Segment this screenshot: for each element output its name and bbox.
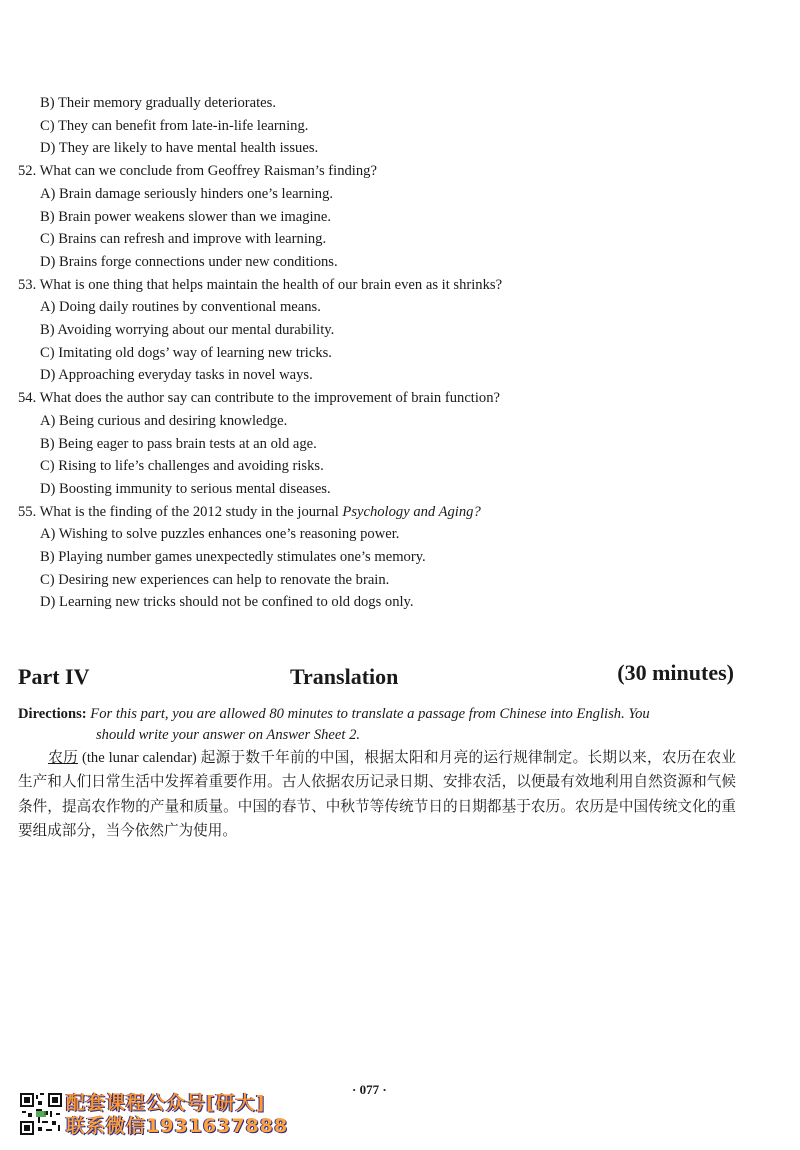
option-53d: D) Approaching everyday tasks in novel ways. bbox=[40, 367, 313, 384]
passage-line-1: 起源于数千年前的中国，根据太阳和月亮的运行规律制定。长期以来， bbox=[200, 749, 662, 766]
option-52c: C) Brains can refresh and improve with learning. bbox=[40, 231, 327, 248]
promo-watermark bbox=[66, 1092, 288, 1138]
option-54a: A) Being curious and desiring knowledge. bbox=[40, 412, 288, 429]
option-52d: D) Brains forge connections under new conditions. bbox=[40, 253, 338, 270]
page-number: · 077 · bbox=[352, 1082, 387, 1097]
directions-label: Directions: bbox=[18, 706, 87, 722]
option-51d: D) They are likely to have mental health issues. bbox=[40, 140, 319, 157]
passage-body: 农历在农业生产和人们日常生活中发挥着重要作用。古人依据农历记录日期、安排农活，以便最有效地利用自然资源和气候条件，提高农作物的产量和质量。中国的春节、中秋节等传统节日的日期都基于农历。农历是中国传统文化的重要组成部分，当今依然广为使用。 bbox=[18, 749, 736, 840]
journal-title: Psychology and Aging? bbox=[342, 503, 481, 520]
option-51b: B) Their memory gradually deteriorates. bbox=[40, 95, 276, 111]
option-55c: C) Desiring new experiences can help to renovate the brain. bbox=[40, 571, 390, 588]
option-54c: C) Rising to life’s challenges and avoiding risks. bbox=[40, 458, 324, 475]
promo-line-1: 配套课程公众号[研大] bbox=[66, 1092, 266, 1114]
option-52a: A) Brain damage seriously hinders one’s learning. bbox=[40, 185, 334, 202]
option-55d: D) Learning new tricks should not be confined to old dogs only. bbox=[40, 594, 414, 611]
option-55a: A) Wishing to solve puzzles enhances one’s reasoning power. bbox=[40, 526, 400, 543]
question-55-stem-text: 55. What is the finding of the 2012 study in the journal bbox=[18, 503, 343, 520]
directions-text-2: should write your answer on Answer Sheet 2. bbox=[96, 727, 361, 743]
translation-passage bbox=[18, 746, 736, 844]
option-54d: D) Boosting immunity to serious mental diseases. bbox=[40, 480, 331, 497]
part-title: Translation bbox=[290, 664, 399, 689]
promo-line-2: 联系微信1931637888 bbox=[66, 1115, 289, 1137]
option-53a: A) Doing daily routines by conventional means. bbox=[40, 299, 321, 316]
directions bbox=[18, 704, 738, 746]
option-53c: C) Imitating old dogs’ way of learning new tricks. bbox=[40, 344, 332, 361]
question-53-stem: 53. What is one thing that helps maintain the health of our brain even as it shrinks? bbox=[18, 276, 503, 293]
part-time: (30 minutes) bbox=[617, 660, 734, 685]
option-52b: B) Brain power weakens slower than we imagine. bbox=[40, 208, 331, 225]
option-55b: B) Playing number games unexpectedly stimulates one’s memory. bbox=[40, 549, 426, 566]
passage-term: 农历 bbox=[48, 749, 79, 766]
part-heading bbox=[18, 660, 734, 692]
option-54b: B) Being eager to pass brain tests at an old age. bbox=[40, 435, 317, 452]
option-53b: B) Avoiding worrying about our mental durability. bbox=[40, 322, 335, 339]
qr-code-icon bbox=[20, 1093, 62, 1135]
directions-text-1: For this part, you are allowed 80 minutes to translate a passage from Chinese into English. You bbox=[90, 706, 650, 722]
question-list bbox=[18, 92, 738, 614]
question-54-stem: 54. What does the author say can contribute to the improvement of brain function? bbox=[18, 390, 500, 407]
passage-term-gloss: (the lunar calendar) bbox=[78, 750, 201, 766]
question-52-stem: 52. What can we conclude from Geoffrey Raisman’s finding? bbox=[18, 163, 377, 180]
part-label: Part IV bbox=[18, 664, 90, 689]
option-51c: C) They can benefit from late-in-life learning. bbox=[40, 117, 309, 134]
question-55-stem bbox=[18, 501, 738, 524]
